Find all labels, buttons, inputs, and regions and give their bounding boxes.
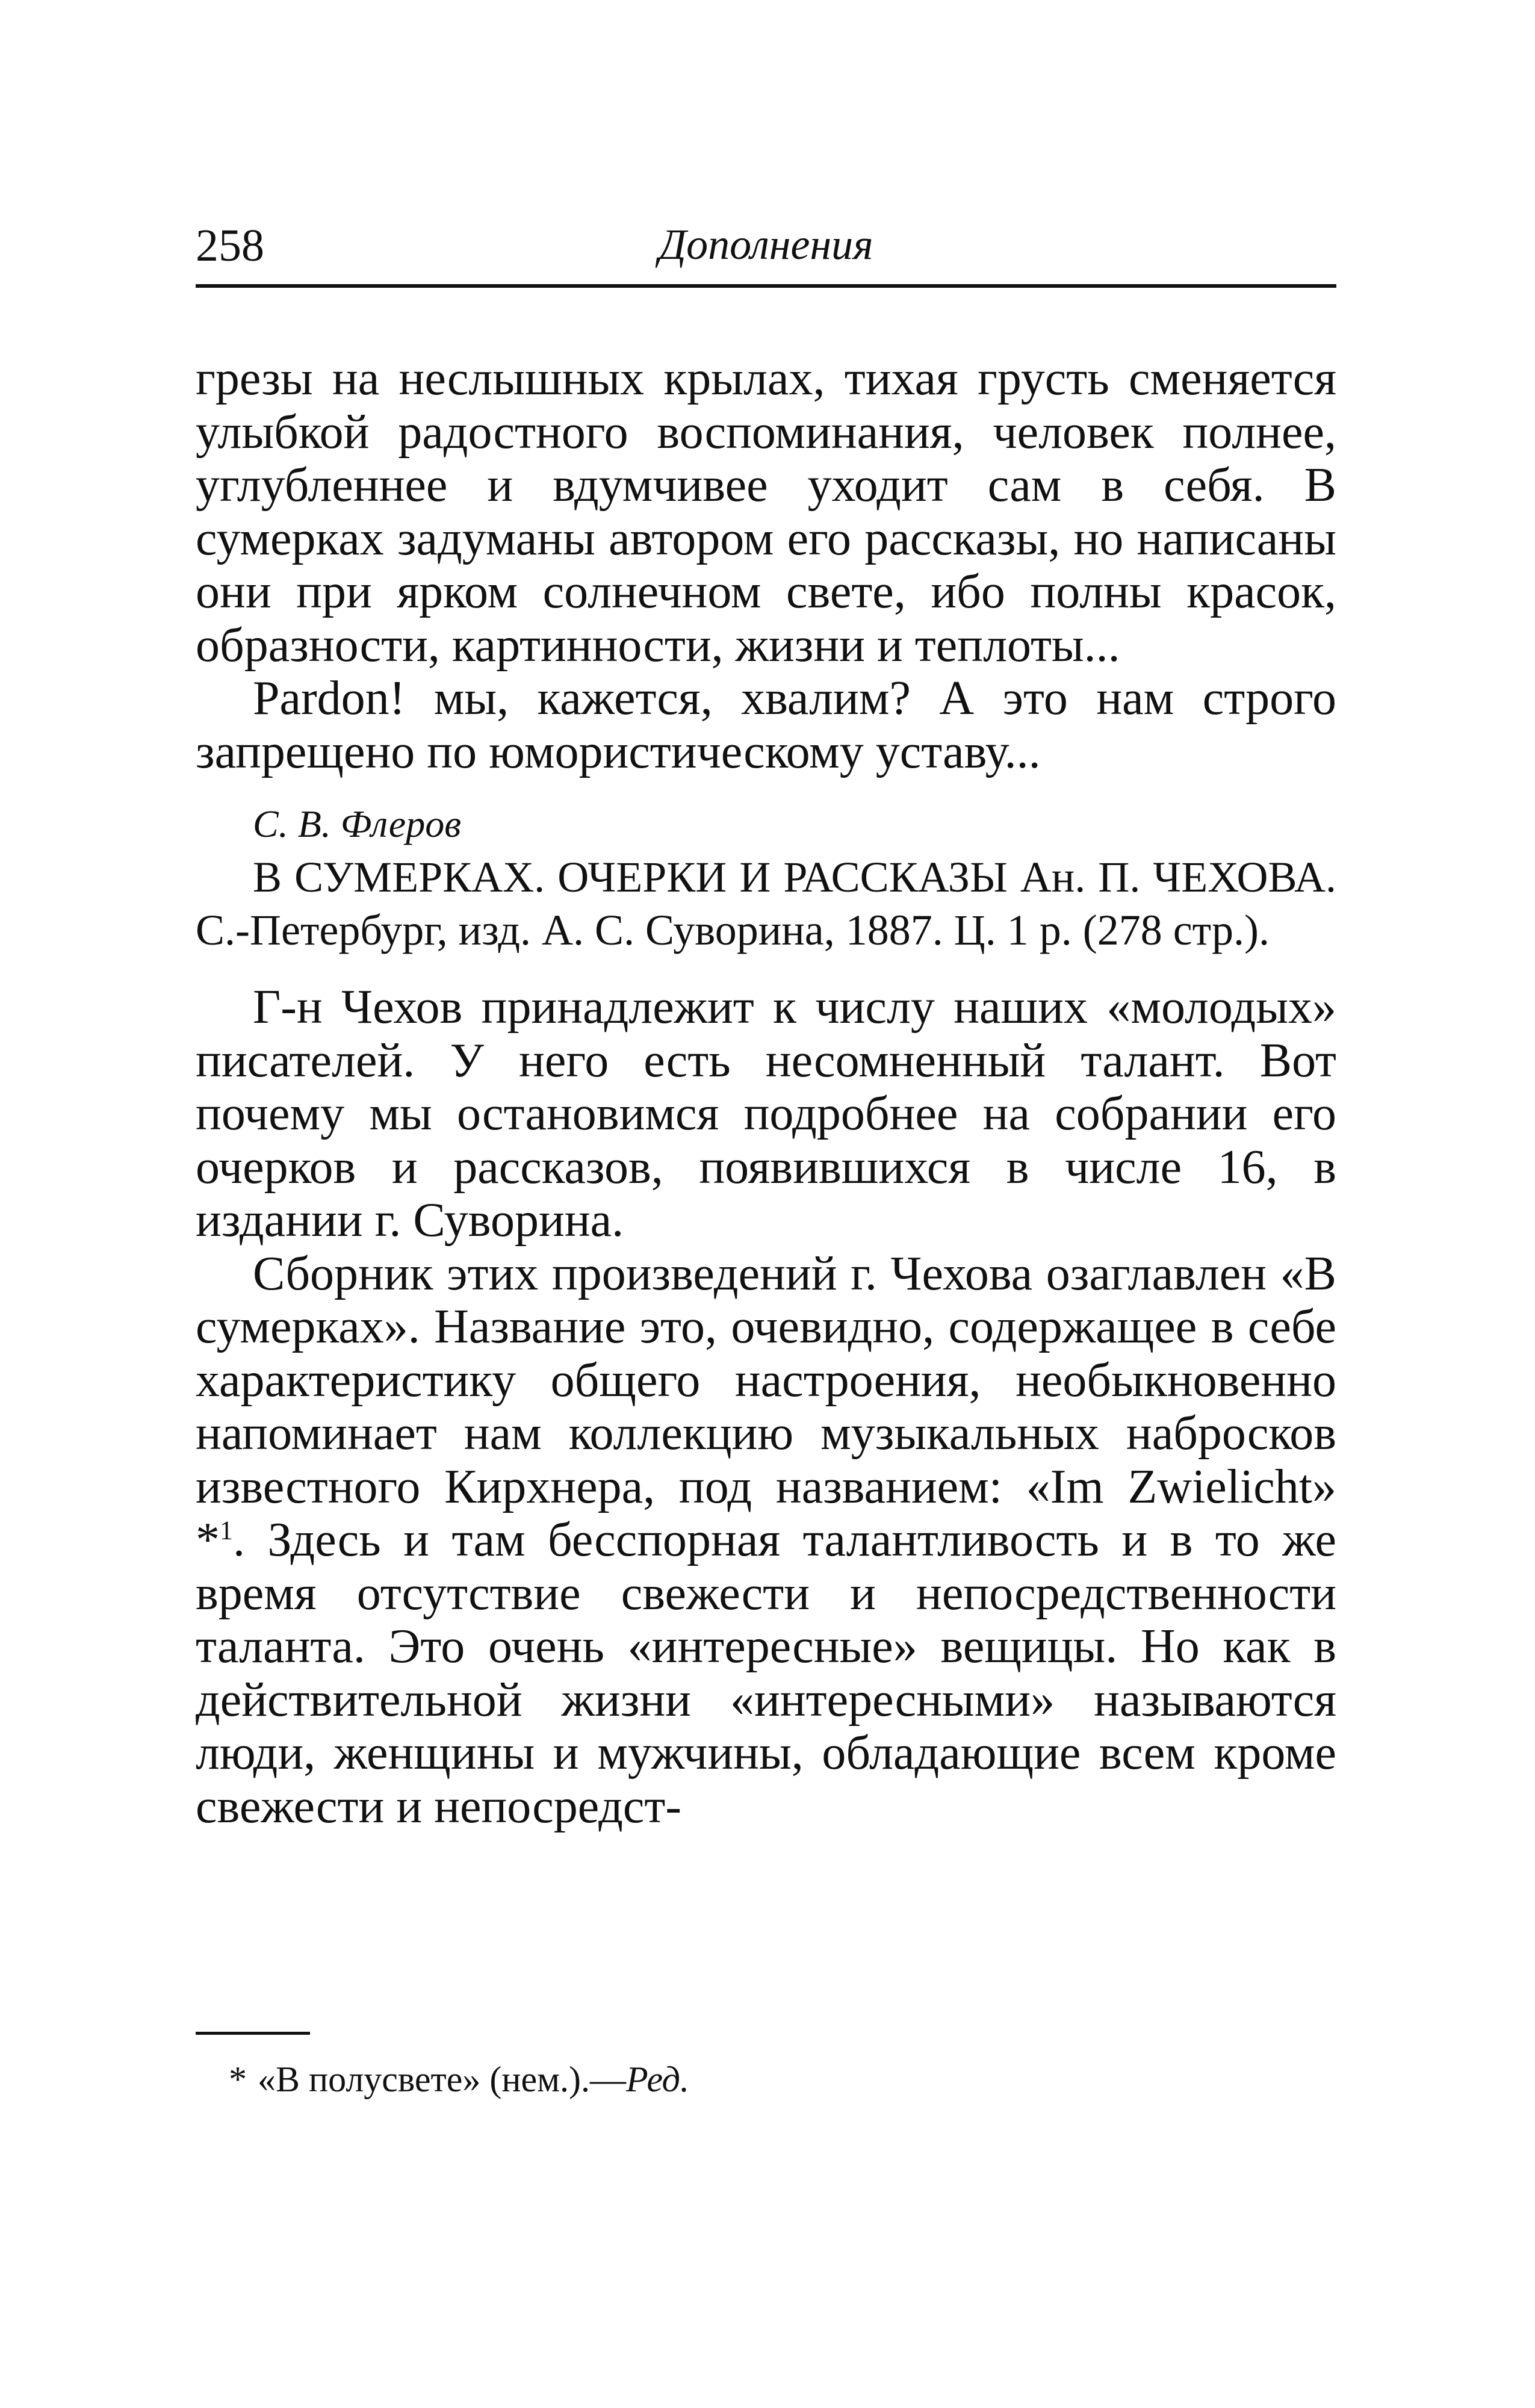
running-title: Дополнения bbox=[659, 220, 873, 268]
footnote-reference: 1 bbox=[220, 1515, 233, 1545]
review-heading: В СУМЕРКАХ. ОЧЕРКИ И РАССКАЗЫ Ан. П. ЧЕХОВА. С.-Петербург, изд. А. С. Суворина, 1887. Ц. 1 р. (278 стр.). bbox=[196, 853, 1336, 954]
paragraph-2: Pardon! мы, кажется, хвалим? А это нам строго запрещено по юмористическому уставу... bbox=[196, 672, 1336, 778]
footnote-rule bbox=[196, 2032, 310, 2035]
section-spacer bbox=[196, 957, 1336, 981]
page-body bbox=[196, 352, 1336, 1833]
paragraph-1: грезы на неслышных крылах, тихая грусть сменяется улыбкой радостного воспоминания, человек полнее, углубленнее и вдумчивее уходит сам в себя. В сумерках задуманы автором его рассказы, но написаны они при ярком солнечном свете, ибо полны красок, образности, картинности, жизни и теплоты... bbox=[196, 352, 1336, 672]
footnote-text: «В полусвете» (нем.).— bbox=[258, 2059, 627, 2099]
footnote-editor-label: Ред. bbox=[626, 2059, 690, 2099]
paragraph-4 bbox=[196, 1247, 1336, 1834]
footnote bbox=[229, 2058, 689, 2101]
paragraph-3: Г-н Чехов принадлежит к числу наших «молодых» писателей. У него есть несомненный талант. Вот почему мы остановимся подробнее на собрании его очерков и рассказов, появившихся в числе 16, в издании г. Суворина. bbox=[196, 981, 1336, 1247]
page-header bbox=[196, 220, 1336, 295]
paragraph-4-part-2: . Здесь и там бесспорная талантливость и в то же время отсутствие свежести и непосредственности таланта. Это очень «интересные» вещицы. Но как в действительной жизни «интересными» называются люди, женщины и мужчины, обладающие всем кроме свежести и непосредст- bbox=[196, 1513, 1336, 1833]
author-signature: С. В. Флеров bbox=[253, 802, 461, 845]
page-number: 258 bbox=[196, 220, 264, 271]
paragraph-4-part-1: Сборник этих произведений г. Чехова озаглавлен «В сумерках». Название это, очевидно, содержащее в себе характеристику общего настроения, необыкновенно напоминает нам коллекцию музыкальных набросков известного Кирхнера, под названием: «Im Zwielicht» * bbox=[196, 1247, 1336, 1566]
header-rule bbox=[196, 284, 1336, 288]
footnote-mark: * bbox=[229, 2059, 247, 2099]
